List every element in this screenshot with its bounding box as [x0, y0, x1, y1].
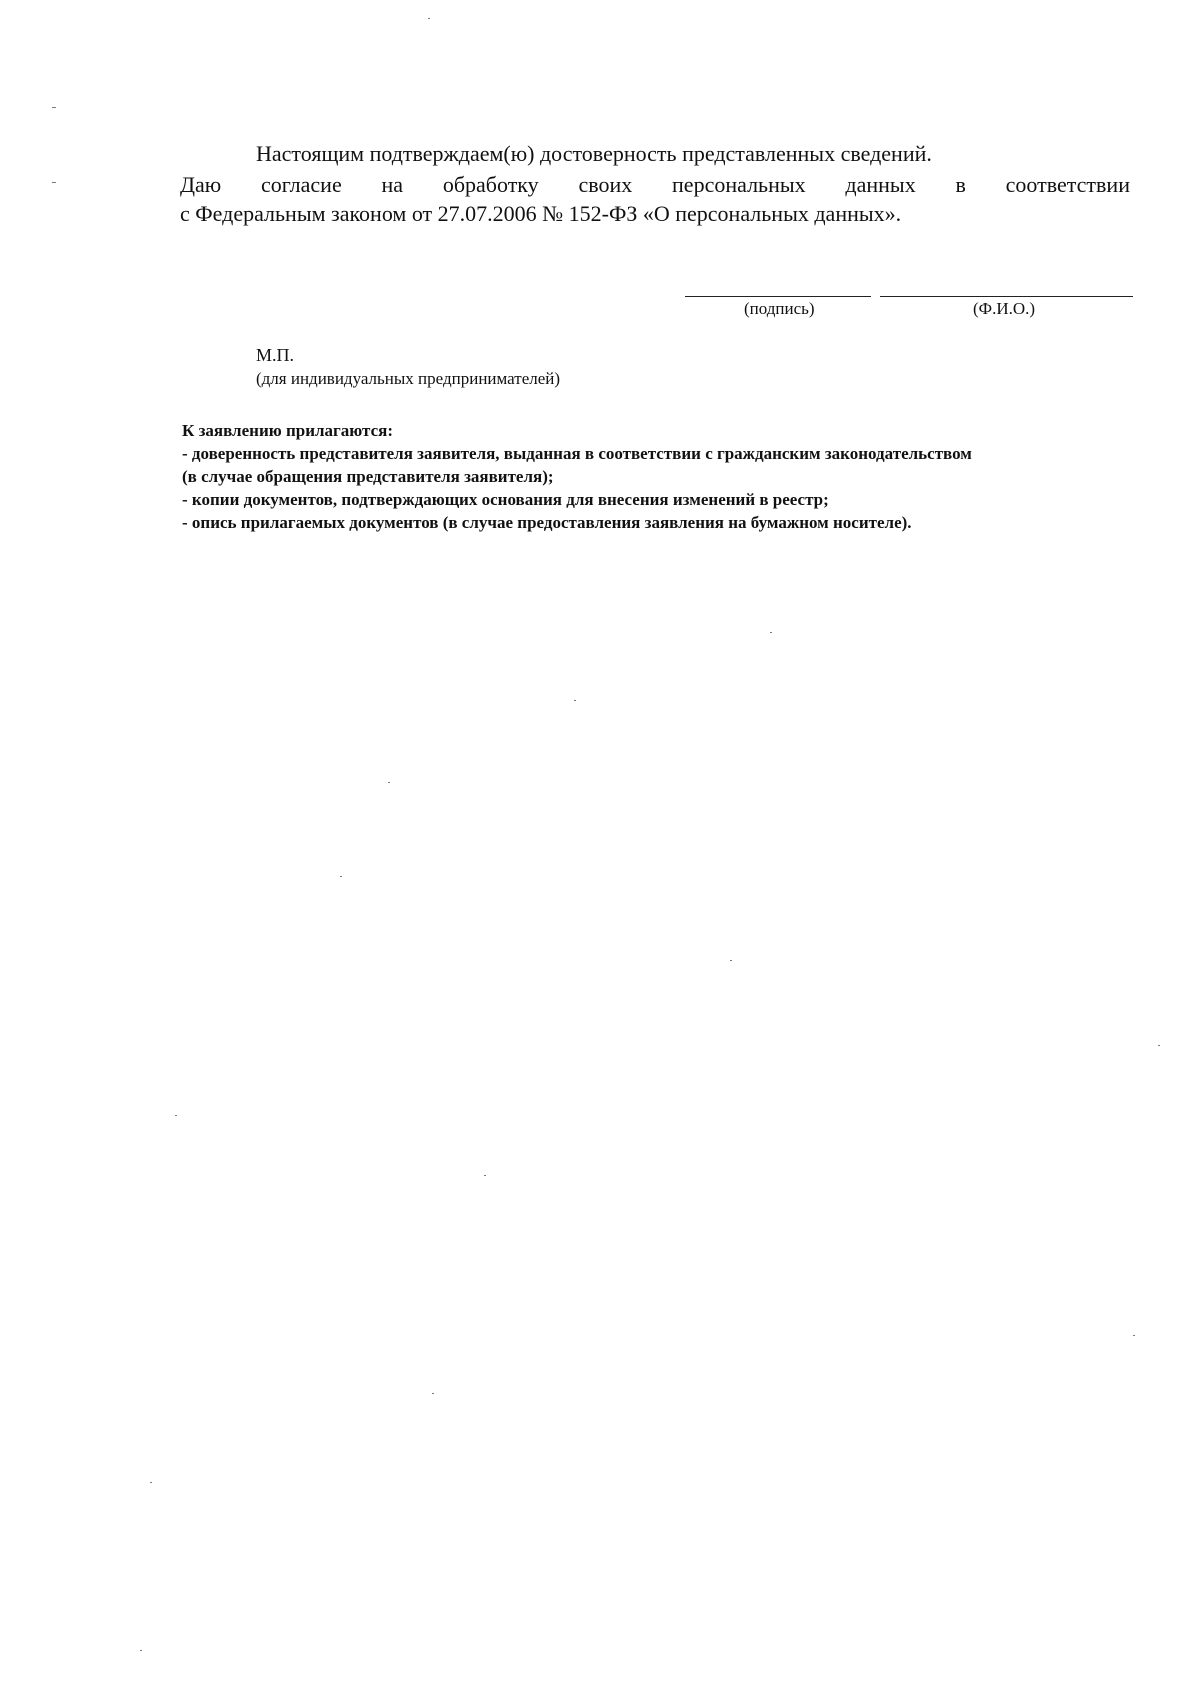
- consent-word: обработку: [442, 172, 539, 197]
- consent-word: Даю: [180, 172, 222, 197]
- scan-speck: [150, 1482, 152, 1483]
- scan-speck: [1158, 1045, 1160, 1046]
- full-name-line: [880, 296, 1133, 297]
- consent-line-1: [180, 170, 1130, 199]
- scan-speck: [484, 1175, 486, 1176]
- stamp-note: (для индивидуальных предпринимателей): [256, 369, 561, 388]
- scan-speck: [574, 700, 576, 701]
- attachments-list: [182, 419, 1137, 534]
- consent-word: персональных: [672, 172, 806, 197]
- scan-speck: [432, 1393, 434, 1394]
- scan-speck: [1133, 1335, 1135, 1336]
- scan-speck: [52, 107, 56, 108]
- scan-speck: [140, 1650, 142, 1651]
- full-name-caption: (Ф.И.О.): [973, 299, 1036, 318]
- scan-speck: [428, 18, 430, 19]
- attachment-item: (в случае обращения представителя заявителя);: [182, 467, 554, 486]
- scan-speck: [52, 182, 56, 183]
- attachment-item: - доверенность представителя заявителя, выданная в соответствии с гражданским законодательством: [182, 444, 972, 463]
- consent-word: согласие: [261, 172, 342, 197]
- attachments-heading: К заявлению прилагаются:: [182, 421, 394, 440]
- consent-word: соответствии: [1005, 172, 1130, 197]
- scan-speck: [340, 876, 342, 877]
- scan-speck: [388, 782, 390, 783]
- stamp-label: М.П.: [256, 345, 295, 365]
- signature-caption: (подпись): [744, 299, 815, 318]
- consent-statement: [180, 170, 1130, 228]
- scan-speck: [730, 960, 732, 961]
- scan-speck: [770, 632, 772, 633]
- consent-line-2: с Федеральным законом от 27.07.2006 № 152-ФЗ «О персональных данных».: [180, 201, 902, 226]
- scan-speck: [175, 1115, 177, 1116]
- consent-word: данных: [845, 172, 916, 197]
- consent-word: своих: [578, 172, 633, 197]
- consent-word: в: [955, 172, 966, 197]
- signature-line: [685, 296, 871, 297]
- consent-word: на: [381, 172, 404, 197]
- confirmation-statement: Настоящим подтверждаем(ю) достоверность представленных сведений.: [256, 141, 932, 166]
- attachment-item: - опись прилагаемых документов (в случае предоставления заявления на бумажном носителе).: [182, 513, 912, 532]
- attachment-item: - копии документов, подтверждающих основания для внесения изменений в реестр;: [182, 490, 829, 509]
